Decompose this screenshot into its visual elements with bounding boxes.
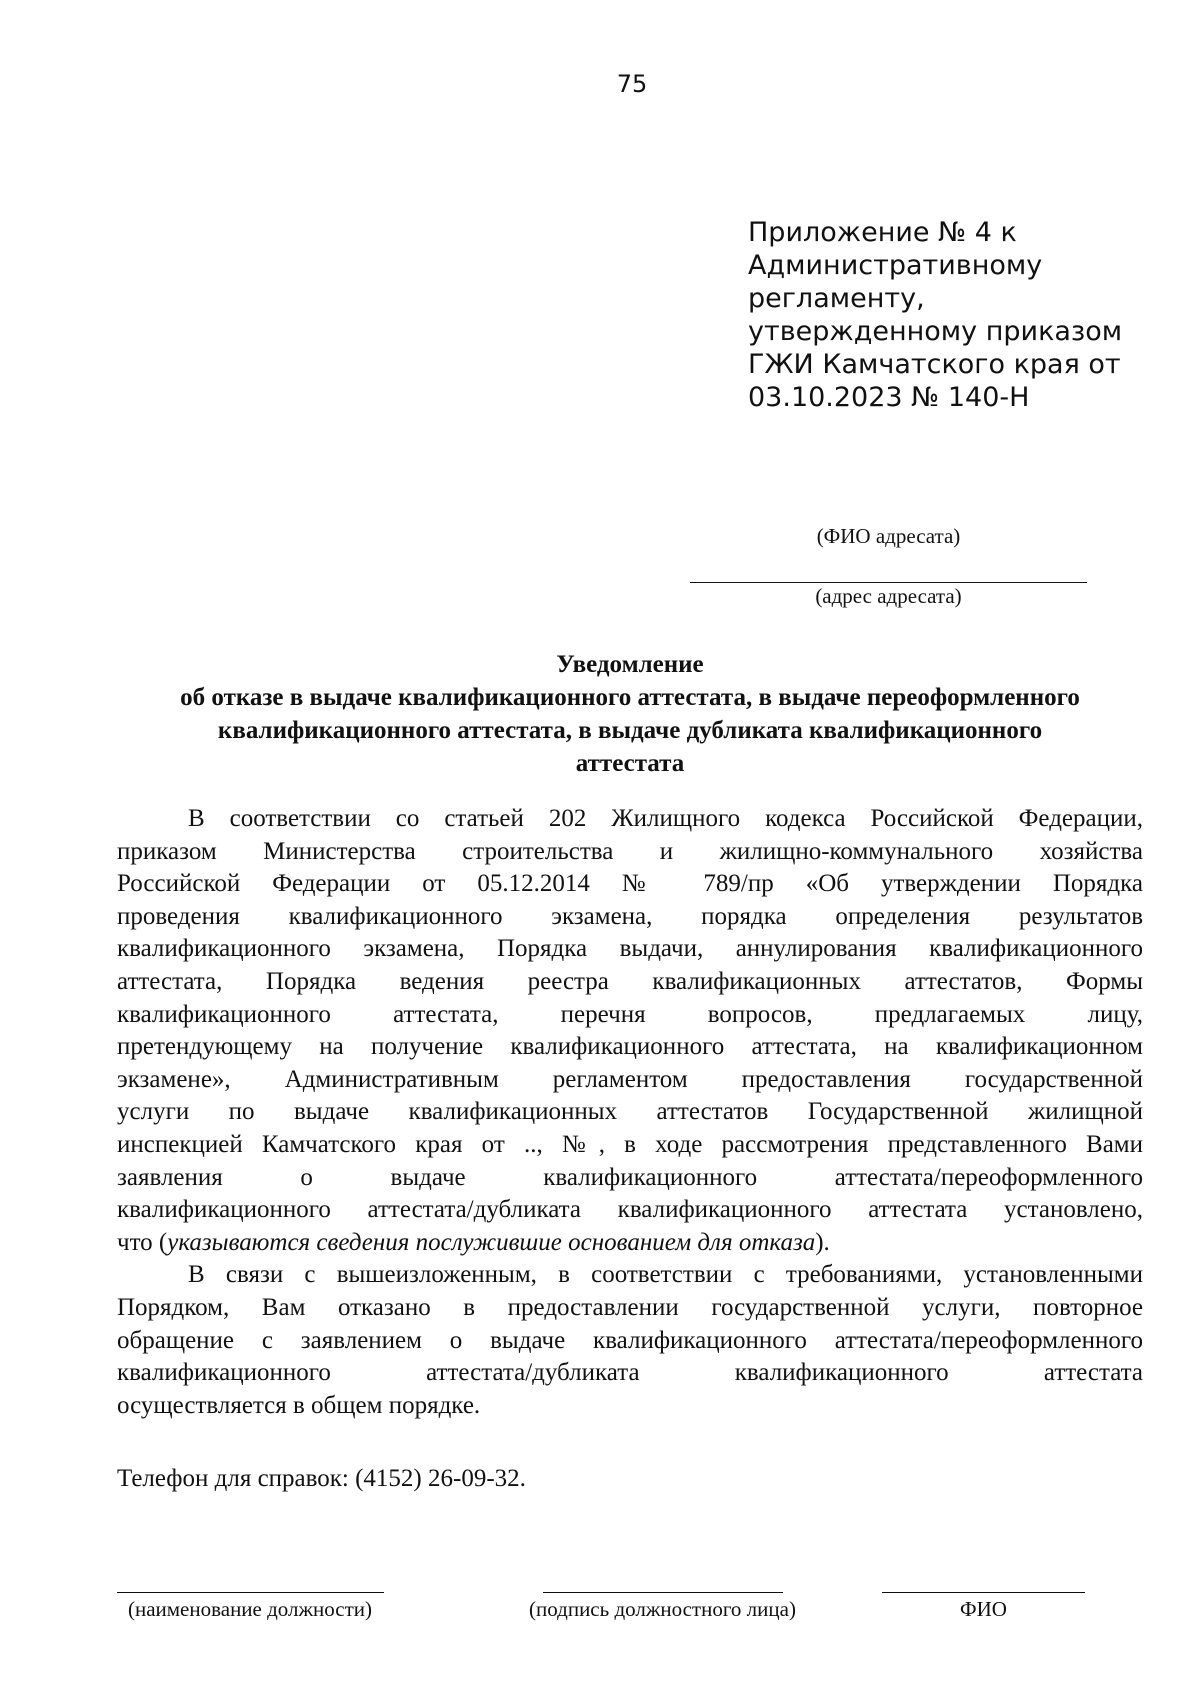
signature-line-position — [117, 1592, 384, 1593]
body-reason-italic: указываются сведения послужившие основанием для отказа — [167, 1228, 816, 1256]
body-reason-prefix: что ( — [117, 1228, 168, 1256]
signature-line-sign — [543, 1592, 783, 1593]
body-line: В связи с вышеизложенным, в соответствии с требованиями, установленными — [188, 1261, 1143, 1289]
addressee-address-caption: (адрес адресата) — [815, 584, 962, 608]
addressee-fio-caption: (ФИО адресата) — [816, 524, 961, 548]
addressee-line — [690, 582, 1087, 583]
appendix-line: утвержденному приказом — [748, 316, 1123, 347]
notice-title — [117, 648, 1143, 780]
body-line: Российской Федерации от 05.12.2014 № 789/пр «Об утверждении Порядка — [117, 870, 1143, 898]
appendix-line: Приложение № 4 к — [748, 217, 1017, 248]
body-line: осуществляется в общем порядке. — [117, 1391, 481, 1419]
body-reason-suffix: ). — [815, 1228, 830, 1256]
title-line: аттестата — [575, 750, 685, 777]
signature-caption-sign: (подпись должностного лица) — [529, 1597, 796, 1621]
body-line: квалификационного аттестата, перечня вопросов, предлагаемых лицу, — [117, 1000, 1143, 1028]
appendix-line: регламенту, — [748, 283, 925, 314]
body-line: инспекцией Камчатского края от .., №, в ходе рассмотрения представленного Вами — [117, 1130, 1143, 1158]
body-line: приказом Министерства строительства и жилищно-коммунального хозяйства — [117, 837, 1143, 865]
appendix-line: ГЖИ Камчатского края от — [748, 349, 1121, 380]
body-line: услуги по выдаче квалификационных аттестатов Государственной жилищной — [117, 1098, 1143, 1126]
body-line: проведения квалификационного экзамена, порядка определения результатов — [117, 902, 1143, 930]
signature-caption-position: (наименование должности) — [127, 1597, 373, 1621]
appendix-block — [748, 216, 1188, 414]
body-line: заявления о выдаче квалификационного аттестата/переоформленного — [117, 1163, 1143, 1191]
appendix-line: Административному — [748, 250, 1043, 281]
title-line: Уведомление — [556, 651, 704, 678]
notice-body — [117, 803, 1143, 1422]
body-line: квалификационного аттестата/дубликата квалификационного аттестата — [117, 1359, 1143, 1387]
phone-info: Телефон для справок: (4152) 26-09-32. — [117, 1465, 526, 1492]
body-line: Порядком, Вам отказано в предоставлении государственной услуги, повторное — [117, 1293, 1143, 1321]
body-line: обращение с заявлением о выдаче квалификационного аттестата/переоформленного — [117, 1326, 1143, 1354]
body-line: В соответствии со статьей 202 Жилищного кодекса Российской Федерации, — [188, 805, 1143, 832]
appendix-line: 03.10.2023 № 140-Н — [748, 382, 1030, 413]
body-line-reason — [117, 1227, 1143, 1260]
page-number: 75 — [616, 70, 648, 98]
signature-line-fio — [882, 1592, 1085, 1593]
body-line: квалификационного аттестата/дубликата квалификационного аттестата установлено, — [117, 1196, 1143, 1224]
signature-caption-fio: ФИО — [960, 1597, 1007, 1621]
title-line: квалификационного аттестата, в выдаче дубликата квалификационного — [217, 717, 1043, 744]
title-line: об отказе в выдаче квалификационного аттестата, в выдаче переоформленного — [180, 684, 1080, 711]
body-line: экзамене», Административным регламентом предоставления государственной — [117, 1065, 1143, 1093]
body-line: претендующему на получение квалификационного аттестата, на квалификационном — [117, 1033, 1143, 1061]
body-line: квалификационного экзамена, Порядка выдачи, аннулирования квалификационного — [117, 935, 1143, 963]
body-line: аттестата, Порядка ведения реестра квалификационных аттестатов, Формы — [117, 967, 1143, 995]
